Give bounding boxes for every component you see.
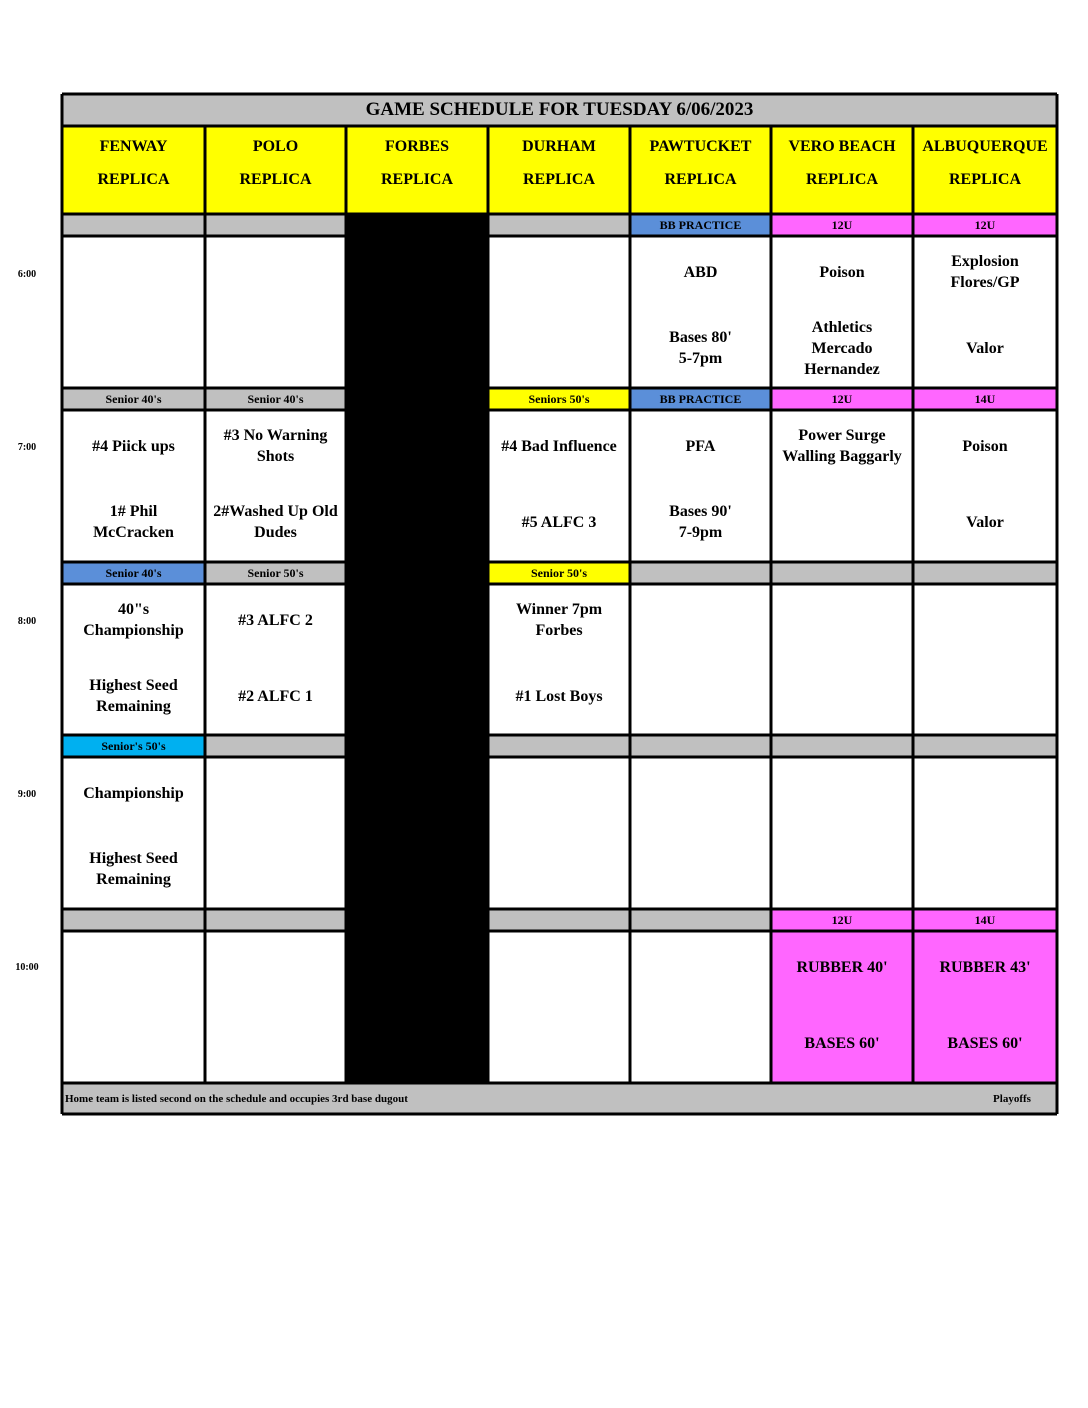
time-label: 10:00 [15,962,39,973]
matchup-top: #3 No Warning Shots [223,427,328,465]
column-name: FORBES [384,138,449,155]
division-tag: BB PRACTICE [630,388,771,410]
matchup-bottom: #5 ALFC 3 [521,513,597,531]
matchup-bottom: BASES 60' [947,1034,1023,1052]
column-name: VERO BEACH [788,138,896,155]
column-name: ALBUQUERQUE [922,138,1048,155]
footer-playoffs: Playoffs [993,1092,1031,1105]
matchup-bottom: #1 Lost Boys [515,687,603,705]
time-label: 9:00 [17,789,37,800]
division-tag: Senior 40's [205,388,346,410]
column-sub: REPLICA [380,171,453,188]
matchup-bottom: Valor [966,339,1004,357]
division-tag: Senior 50's [488,562,630,584]
matchup-top: Poison [819,263,865,281]
division-tag: Senior's 50's [62,735,205,757]
matchup-top: #4 Piick ups [92,437,175,455]
division-tag: 14U [913,909,1057,931]
matchup-top: PFA [685,437,716,455]
time-label: 6:00 [17,269,37,280]
column-sub: REPLICA [97,171,170,188]
division-tag: Senior 40's [62,388,205,410]
time-label: 8:00 [17,616,37,627]
time-label: 7:00 [17,442,37,453]
matchup-bottom: #2 ALFC 1 [238,687,313,705]
division-tag: 12U [913,214,1057,236]
matchup-bottom: Highest Seed Remaining [89,677,178,715]
column-sub: REPLICA [664,171,737,188]
column-name: FENWAY [99,138,168,155]
schedule-title: GAME SCHEDULE FOR TUESDAY 6/06/2023 [62,94,1057,126]
column-name: DURHAM [522,138,596,155]
matchup-bottom: Athletics Mercado Hernandez [804,318,880,378]
column-sub: REPLICA [239,171,312,188]
matchup-bottom: 2#Washed Up Old Dudes [213,503,338,541]
matchup-bottom: Highest Seed Remaining [89,850,178,888]
matchup-bottom: BASES 60' [804,1034,880,1052]
matchup-top: Power Surge Walling Baggarly [782,427,902,465]
matchup-top: RUBBER 43' [939,958,1031,976]
matchup-bottom: Bases 80' 5-7pm [669,329,732,367]
matchup-top: RUBBER 40' [796,958,888,976]
matchup-top: #4 Bad Influence [501,437,617,455]
division-tag: 12U [771,388,913,410]
matchup-top: ABD [683,263,718,281]
column-sub: REPLICA [522,171,595,188]
division-tag: 12U [771,909,913,931]
footer-note: Home team is listed second on the schedule and occupies 3rd base dugout [65,1092,408,1105]
matchup-top: Explosion Flores/GP [950,253,1020,291]
column-name: POLO [252,138,299,155]
division-tag: Seniors 50's [488,388,630,410]
division-tag: Senior 40's [62,562,205,584]
matchup-bottom: 1# Phil McCracken [93,503,174,541]
matchup-top: 40"s Championship [83,601,184,639]
division-tag: BB PRACTICE [630,214,771,236]
matchup-bottom: Valor [966,513,1004,531]
column-sub: REPLICA [805,171,878,188]
matchup-top: Poison [962,437,1008,455]
column-sub: REPLICA [948,171,1021,188]
division-tag: Senior 50's [205,562,346,584]
matchup-top: Championship [83,784,184,802]
column-name: PAWTUCKET [649,138,752,155]
matchup-bottom: Bases 90' 7-9pm [669,503,732,541]
matchup-top: Winner 7pm Forbes [515,601,603,639]
division-tag: 12U [771,214,913,236]
division-tag: 14U [913,388,1057,410]
matchup-top: #3 ALFC 2 [238,611,313,629]
